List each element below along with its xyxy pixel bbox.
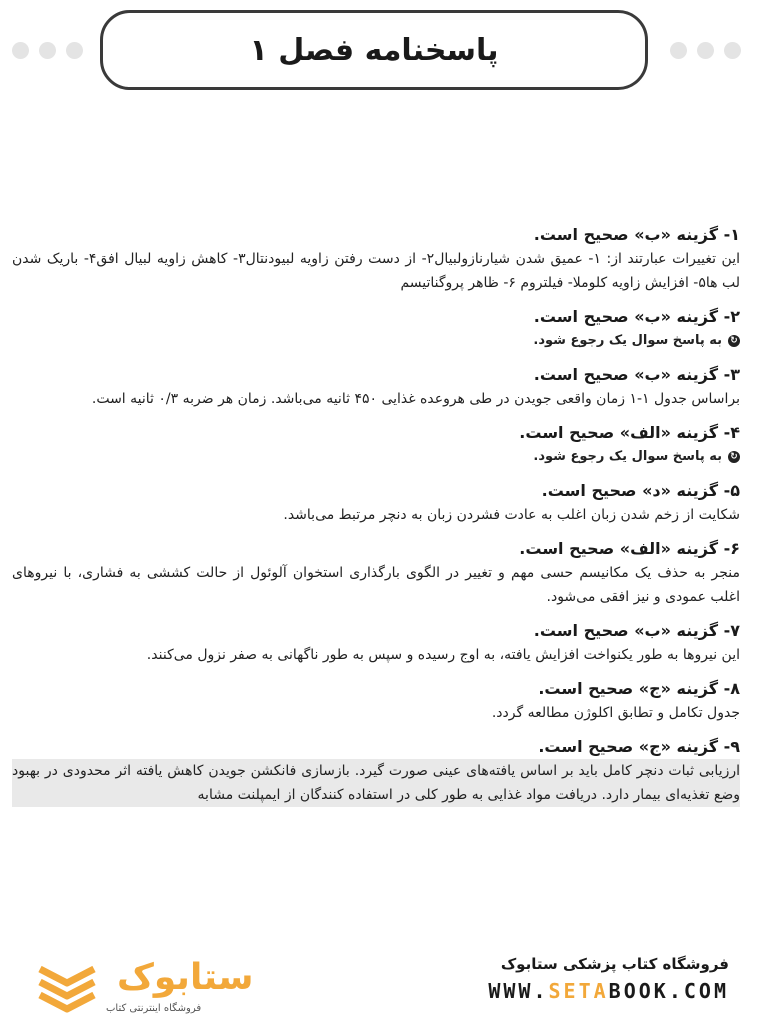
answer-heading: ۴- گزینه «الف» صحیح است. — [519, 423, 740, 442]
answer-item — [12, 420, 740, 469]
answer-heading: ۲- گزینه «ب» صحیح است. — [533, 307, 740, 326]
answer-list — [12, 222, 740, 816]
answer-heading: ۷- گزینه «ب» صحیح است. — [533, 621, 740, 640]
logo-tagline: فروشگاه اینترنتی کتاب — [106, 1003, 202, 1014]
stacked-chevrons-icon — [32, 955, 102, 1015]
reference-text: به پاسخ سوال یک رجوع شود. — [533, 333, 722, 348]
store-name: فروشگاه کتاب پزشکی ستابوک — [500, 955, 729, 973]
page-title: پاسخنامه فصل ۱ — [249, 32, 499, 68]
dot-icon — [12, 42, 29, 59]
title-frame — [100, 10, 648, 90]
website-accent: SETA — [548, 979, 609, 1003]
answer-explanation: منجر به حذف یک مکانیسم حسی مهم و تغییر در الگوی بارگذاری استخوان آلوئول از حالت کششی به فشاری، با نیروهای اغلب عمودی و نیز افقی می‌شود. — [12, 565, 740, 605]
answer-item — [12, 362, 740, 411]
answer-reference — [12, 445, 740, 469]
store-info — [488, 955, 729, 1003]
dot-icon — [670, 42, 687, 59]
answer-item — [12, 222, 740, 295]
answer-explanation: شکایت از زخم شدن زبان اغلب به عادت فشردن زبان به دنچر مرتبط می‌باشد. — [283, 507, 740, 523]
dot-icon — [66, 42, 83, 59]
answer-item — [12, 618, 740, 667]
website-url — [488, 979, 729, 1003]
dot-icon — [724, 42, 741, 59]
answer-heading: ۳- گزینه «ب» صحیح است. — [533, 365, 740, 384]
refer-arrow-icon: ↻ — [728, 451, 740, 463]
answer-heading: ۸- گزینه «ج» صحیح است. — [538, 679, 740, 698]
dot-icon — [39, 42, 56, 59]
answer-item — [12, 536, 740, 609]
refer-arrow-icon: ↻ — [728, 335, 740, 347]
brand-logo — [32, 955, 254, 1023]
answer-explanation: ارزیابی ثبات دنچر کامل باید بر اساس یافته‌های عینی صورت گیرد. بازسازی فانکشن جویدن کاهش یافته اثر محدودی در بهبود وضع تغذیه‌ای بیمار دارد. دریافت مواد غذایی به طور کلی در استفاده کنندگان از ایمپلنت مشابه — [12, 759, 740, 807]
answer-heading: ۶- گزینه «الف» صحیح است. — [519, 539, 740, 558]
website-prefix: WWW. — [488, 979, 549, 1003]
decorative-dots-left — [12, 42, 83, 59]
answer-item — [12, 304, 740, 353]
answer-heading: ۱- گزینه «ب» صحیح است. — [533, 225, 740, 244]
answer-explanation: این نیروها به طور یکنواخت افزایش یافته، به اوج رسیده و سپس به طور ناگهانی به صفر نزول می‌کنند. — [146, 647, 740, 663]
answer-item — [12, 734, 740, 807]
answer-item — [12, 478, 740, 527]
answer-explanation: جدول تکامل و تطابق اکلوژن مطالعه گردد. — [491, 705, 740, 721]
answer-reference — [12, 329, 740, 353]
decorative-dots-right — [670, 42, 741, 59]
dot-icon — [697, 42, 714, 59]
answer-explanation: براساس جدول ۱-۱ زمان واقعی جویدن در طی هروعده غذایی ۴۵۰ ثانیه می‌باشد. زمان هر ضربه ۰/۳ ثانیه است. — [91, 391, 740, 407]
answer-item — [12, 676, 740, 725]
answer-explanation: این تغییرات عبارتند از: ۱- عمیق شدن شیارنازولبیال۲- از دست رفتن زاویه لبیودنتال۳- کاهش زاویه لبیال افق۴- باریک شدن لب ها۵- افزایش زاویه کلوملا- فیلتروم ۶- ظاهر پروگناتیسم — [12, 251, 740, 291]
reference-text: به پاسخ سوال یک رجوع شود. — [533, 449, 722, 464]
answer-heading: ۵- گزینه «د» صحیح است. — [541, 481, 740, 500]
website-suffix: BOOK.COM — [608, 979, 729, 1003]
answer-heading: ۹- گزینه «ج» صحیح است. — [538, 737, 740, 756]
logo-wordmark: ستابوک — [117, 957, 254, 998]
